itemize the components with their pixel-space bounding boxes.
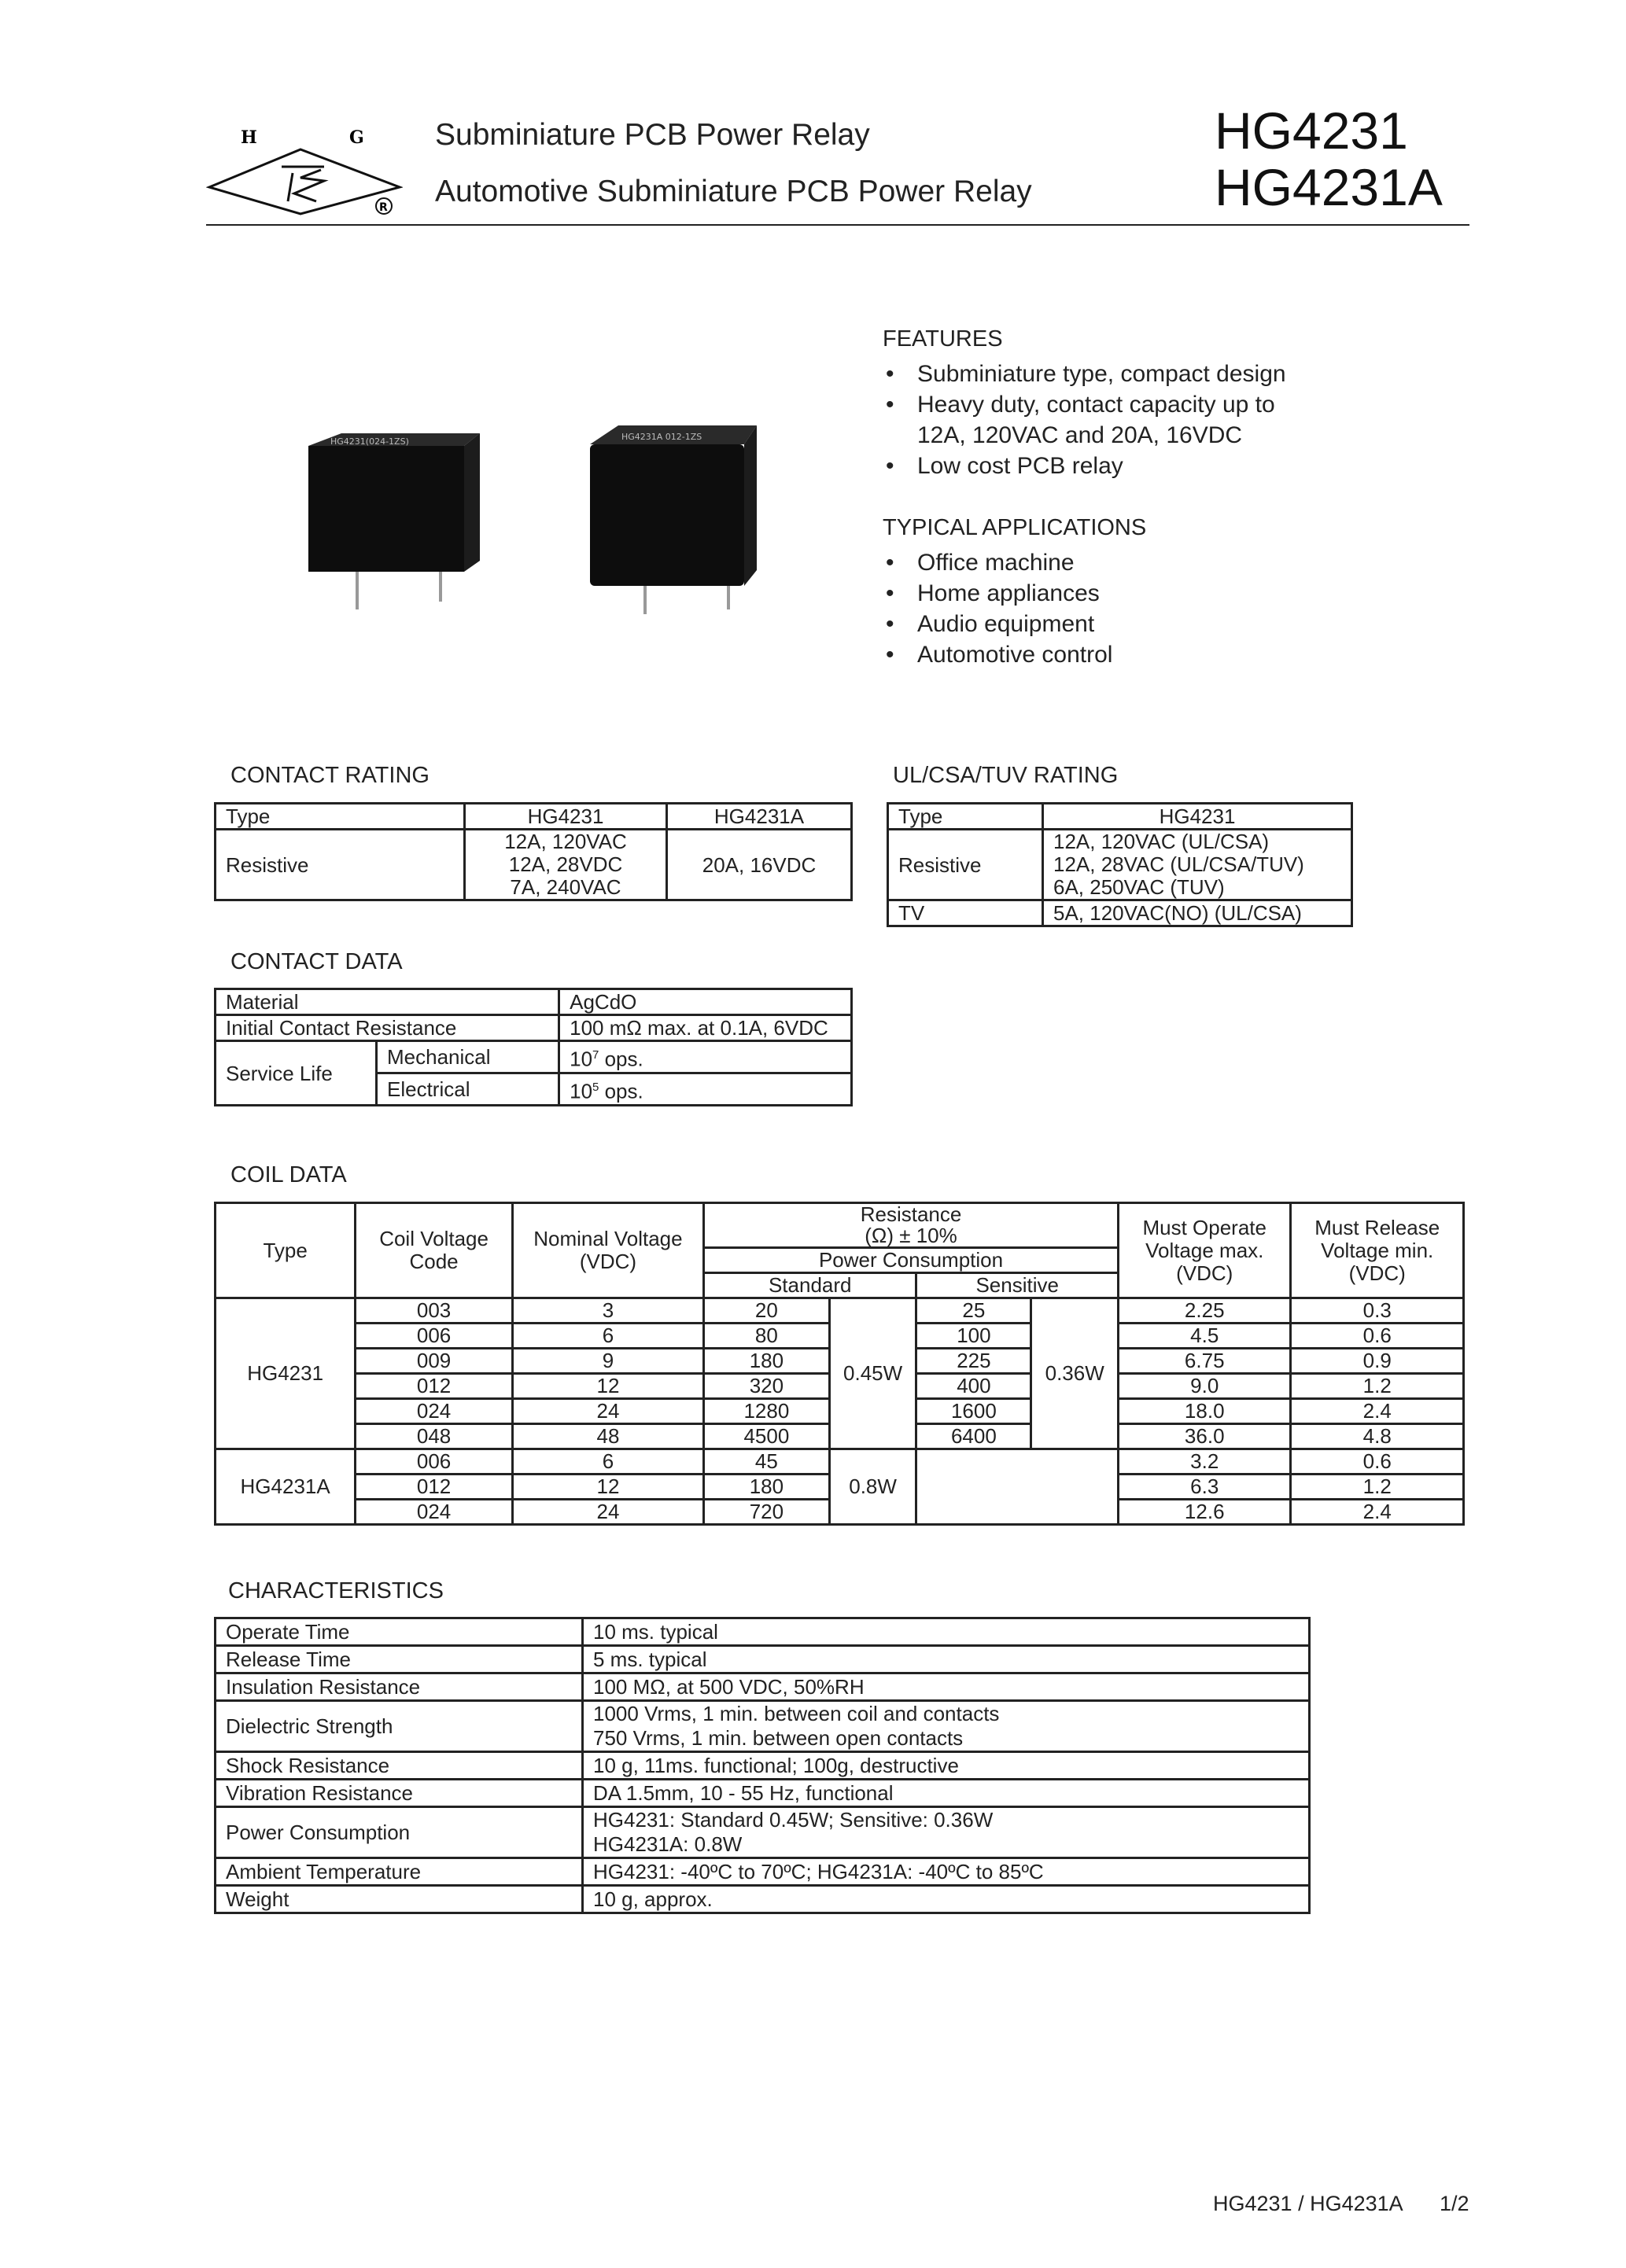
table-row: 048 48 4500 6400 36.0 4.8 bbox=[216, 1424, 1464, 1449]
model-number-variant: HG4231A bbox=[1215, 158, 1443, 216]
table-row: Service Life Mechanical $10^7$ ops. bbox=[216, 1041, 852, 1073]
ul-rating-heading: UL/CSA/TUV RATING bbox=[893, 763, 1119, 788]
list-item: • Audio equipment bbox=[886, 611, 1095, 637]
characteristics-heading: CHARACTERISTICS bbox=[228, 1578, 444, 1603]
table-row: Standard Sensitive bbox=[216, 1273, 1464, 1298]
features-list bbox=[883, 359, 1433, 481]
table-row: 009 9 180 225 6.75 0.9 bbox=[216, 1349, 1464, 1374]
table-row: Type HG4231 bbox=[888, 804, 1352, 830]
applications-list bbox=[883, 547, 1433, 670]
table-row: 012 12 320 400 9.0 1.2 bbox=[216, 1374, 1464, 1399]
table-row: Weight 10 g, approx. bbox=[216, 1886, 1310, 1913]
table-row: Shock Resistance 10 g, 11ms. functional; 100g, destructive bbox=[216, 1752, 1310, 1780]
table-row: Initial Contact Resistance 100 mΩ max. at 0.1A, 6VDC bbox=[216, 1015, 852, 1041]
product-title: Subminiature PCB Power Relay bbox=[435, 118, 870, 152]
table-row: Operate Time 10 ms. typical bbox=[216, 1618, 1310, 1646]
list-item: • Subminiature type, compact design bbox=[886, 361, 1286, 387]
table-row: Dielectric Strength 1000 Vrms, 1 min. between coil and contacts 750 Vrms, 1 min. between open contacts bbox=[216, 1701, 1310, 1752]
characteristics-table bbox=[214, 1617, 1311, 1914]
svg-text:R: R bbox=[379, 201, 388, 214]
coil-data-table bbox=[214, 1202, 1465, 1526]
contact-rating-table bbox=[214, 802, 853, 901]
applications-heading: TYPICAL APPLICATIONS bbox=[883, 515, 1147, 540]
table-row: Power Consumption bbox=[216, 1248, 1464, 1273]
table-row: 024 24 720 12.6 2.4 bbox=[216, 1500, 1464, 1525]
table-row: Vibration Resistance DA 1.5mm, 10 - 55 Hz, functional bbox=[216, 1780, 1310, 1807]
table-row: Type Coil Voltage Code Nominal Voltage (VDC) Resistance (Ω) ± 10% Must Operate Voltage max. (VDC) Must Release Voltage min. (VDC) bbox=[216, 1203, 1464, 1248]
list-item: • Heavy duty, contact capacity up to bbox=[886, 392, 1275, 418]
footer-doc-ref: HG4231 / HG4231A bbox=[1213, 2192, 1403, 2215]
model-number: HG4231 bbox=[1215, 101, 1408, 160]
table-row: Resistive 12A, 120VAC (UL/CSA) 12A, 28VAC (UL/CSA/TUV) 6A, 250VAC (TUV) bbox=[888, 830, 1352, 900]
contact-rating-heading: CONTACT RATING bbox=[230, 763, 430, 788]
page-number: 1/2 bbox=[1440, 2192, 1469, 2215]
list-item: 12A, 120VAC and 20A, 16VDC bbox=[917, 422, 1243, 448]
table-row: Ambient Temperature HG4231: -40ºC to 70ºC; HG4231A: -40ºC to 85ºC bbox=[216, 1858, 1310, 1886]
product-subtitle: Automotive Subminiature PCB Power Relay bbox=[435, 175, 1032, 208]
table-row: Material AgCdO bbox=[216, 989, 852, 1015]
header-divider bbox=[206, 224, 1469, 226]
relay-product-photo bbox=[299, 413, 771, 617]
table-row: HG4231 003 3 20 0.45W 25 0.36W 2.25 0.3 bbox=[216, 1298, 1464, 1324]
company-logo bbox=[206, 126, 403, 220]
table-row: Power Consumption HG4231: Standard 0.45W; Sensitive: 0.36W HG4231A: 0.8W bbox=[216, 1807, 1310, 1858]
coil-data-heading: COIL DATA bbox=[230, 1162, 347, 1187]
list-item: • Automotive control bbox=[886, 642, 1113, 668]
table-row: Type HG4231 HG4231A bbox=[216, 804, 852, 830]
contact-data-table bbox=[214, 988, 853, 1106]
hg-logo-icon bbox=[206, 126, 403, 220]
table-row: HG4231A 006 6 45 0.8W 3.2 0.6 bbox=[216, 1449, 1464, 1475]
table-row: Resistive 12A, 120VAC 12A, 28VDC 7A, 240VAC 20A, 16VDC bbox=[216, 830, 852, 900]
left-relay-marking: HG4231(024-1ZS) bbox=[330, 436, 409, 447]
logo-letter-g: G bbox=[349, 127, 364, 148]
right-relay-marking: HG4231A 012-1ZS bbox=[621, 432, 702, 442]
contact-data-heading: CONTACT DATA bbox=[230, 949, 403, 974]
list-item: • Office machine bbox=[886, 550, 1075, 576]
table-row: 006 6 80 100 4.5 0.6 bbox=[216, 1324, 1464, 1349]
table-row: Insulation Resistance 100 MΩ, at 500 VDC, 50%RH bbox=[216, 1673, 1310, 1701]
table-row: 024 24 1280 1600 18.0 2.4 bbox=[216, 1399, 1464, 1424]
list-item: • Low cost PCB relay bbox=[886, 453, 1123, 479]
logo-letter-h: H bbox=[241, 127, 257, 148]
list-item: • Home appliances bbox=[886, 580, 1100, 606]
ul-rating-table bbox=[887, 802, 1353, 927]
features-heading: FEATURES bbox=[883, 326, 1003, 352]
table-row: 012 12 180 6.3 1.2 bbox=[216, 1475, 1464, 1500]
table-row: Release Time 5 ms. typical bbox=[216, 1646, 1310, 1673]
table-row: Electrical $10^5$ ops. bbox=[216, 1073, 852, 1106]
table-row: TV 5A, 120VAC(NO) (UL/CSA) bbox=[888, 900, 1352, 926]
